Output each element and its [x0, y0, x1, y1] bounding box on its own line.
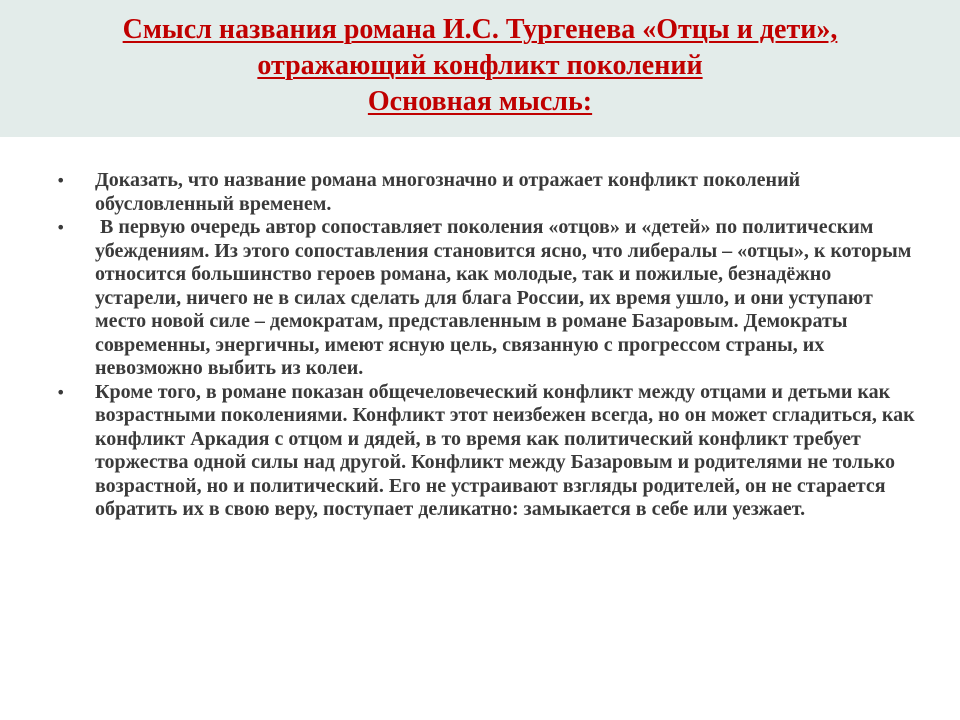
title-line-2: отражающий конфликт поколений — [257, 50, 703, 81]
bullet-item — [56, 216, 916, 381]
bullet-text: Кроме того, в романе показан общечеловеческий конфликт между отцами и детьми как возрастными поколениями. Конфликт этот неизбежен всегда, но он может сгладиться, как конфликт Аркадия с отцом и дядей, в то время как политический конфликт требует торжества одной силы над другой. Конфликт между Базаровым и родителями не только возрастной, но и политический. Его не устраивают взгляды родителей, он не старается обратить их в свою веру, поступает деликатно: замыкается в себе или уезжает. — [95, 380, 915, 520]
slide-title — [0, 12, 960, 120]
bullet-text: В первую очередь автор сопоставляет поколения «отцов» и «детей» по политическим убеждениям. Из этого сопоставления становится ясно, что либералы – «отцы», к которым относится большинство героев романа, как молодые, так и пожилые, безнадёжно устарели, ничего не в силах сделать для блага России, их время ушло, и они уступают место новой силе – демократам, представленным в романе Базаровым. Демократы современны, энергичны, имеют ясную цель, связанную с прогрессом страны, их невозможно выбить из колеи. — [95, 216, 917, 379]
title-line-1: Смысл названия романа И.С. Тургенева «Отцы и дети», — [122, 14, 838, 45]
bullet-dot-icon: • — [56, 171, 66, 190]
bullet-item — [56, 169, 916, 216]
bullet-list — [56, 169, 916, 522]
bullet-dot-icon: • — [56, 382, 66, 402]
bullet-text: Доказать, что название романа многозначно и отражает конфликт поколений обусловленный временем. — [95, 169, 801, 215]
title-line-3: Основная мысль: — [367, 86, 593, 117]
bullet-item — [56, 381, 916, 522]
bullet-dot-icon: • — [56, 218, 66, 237]
